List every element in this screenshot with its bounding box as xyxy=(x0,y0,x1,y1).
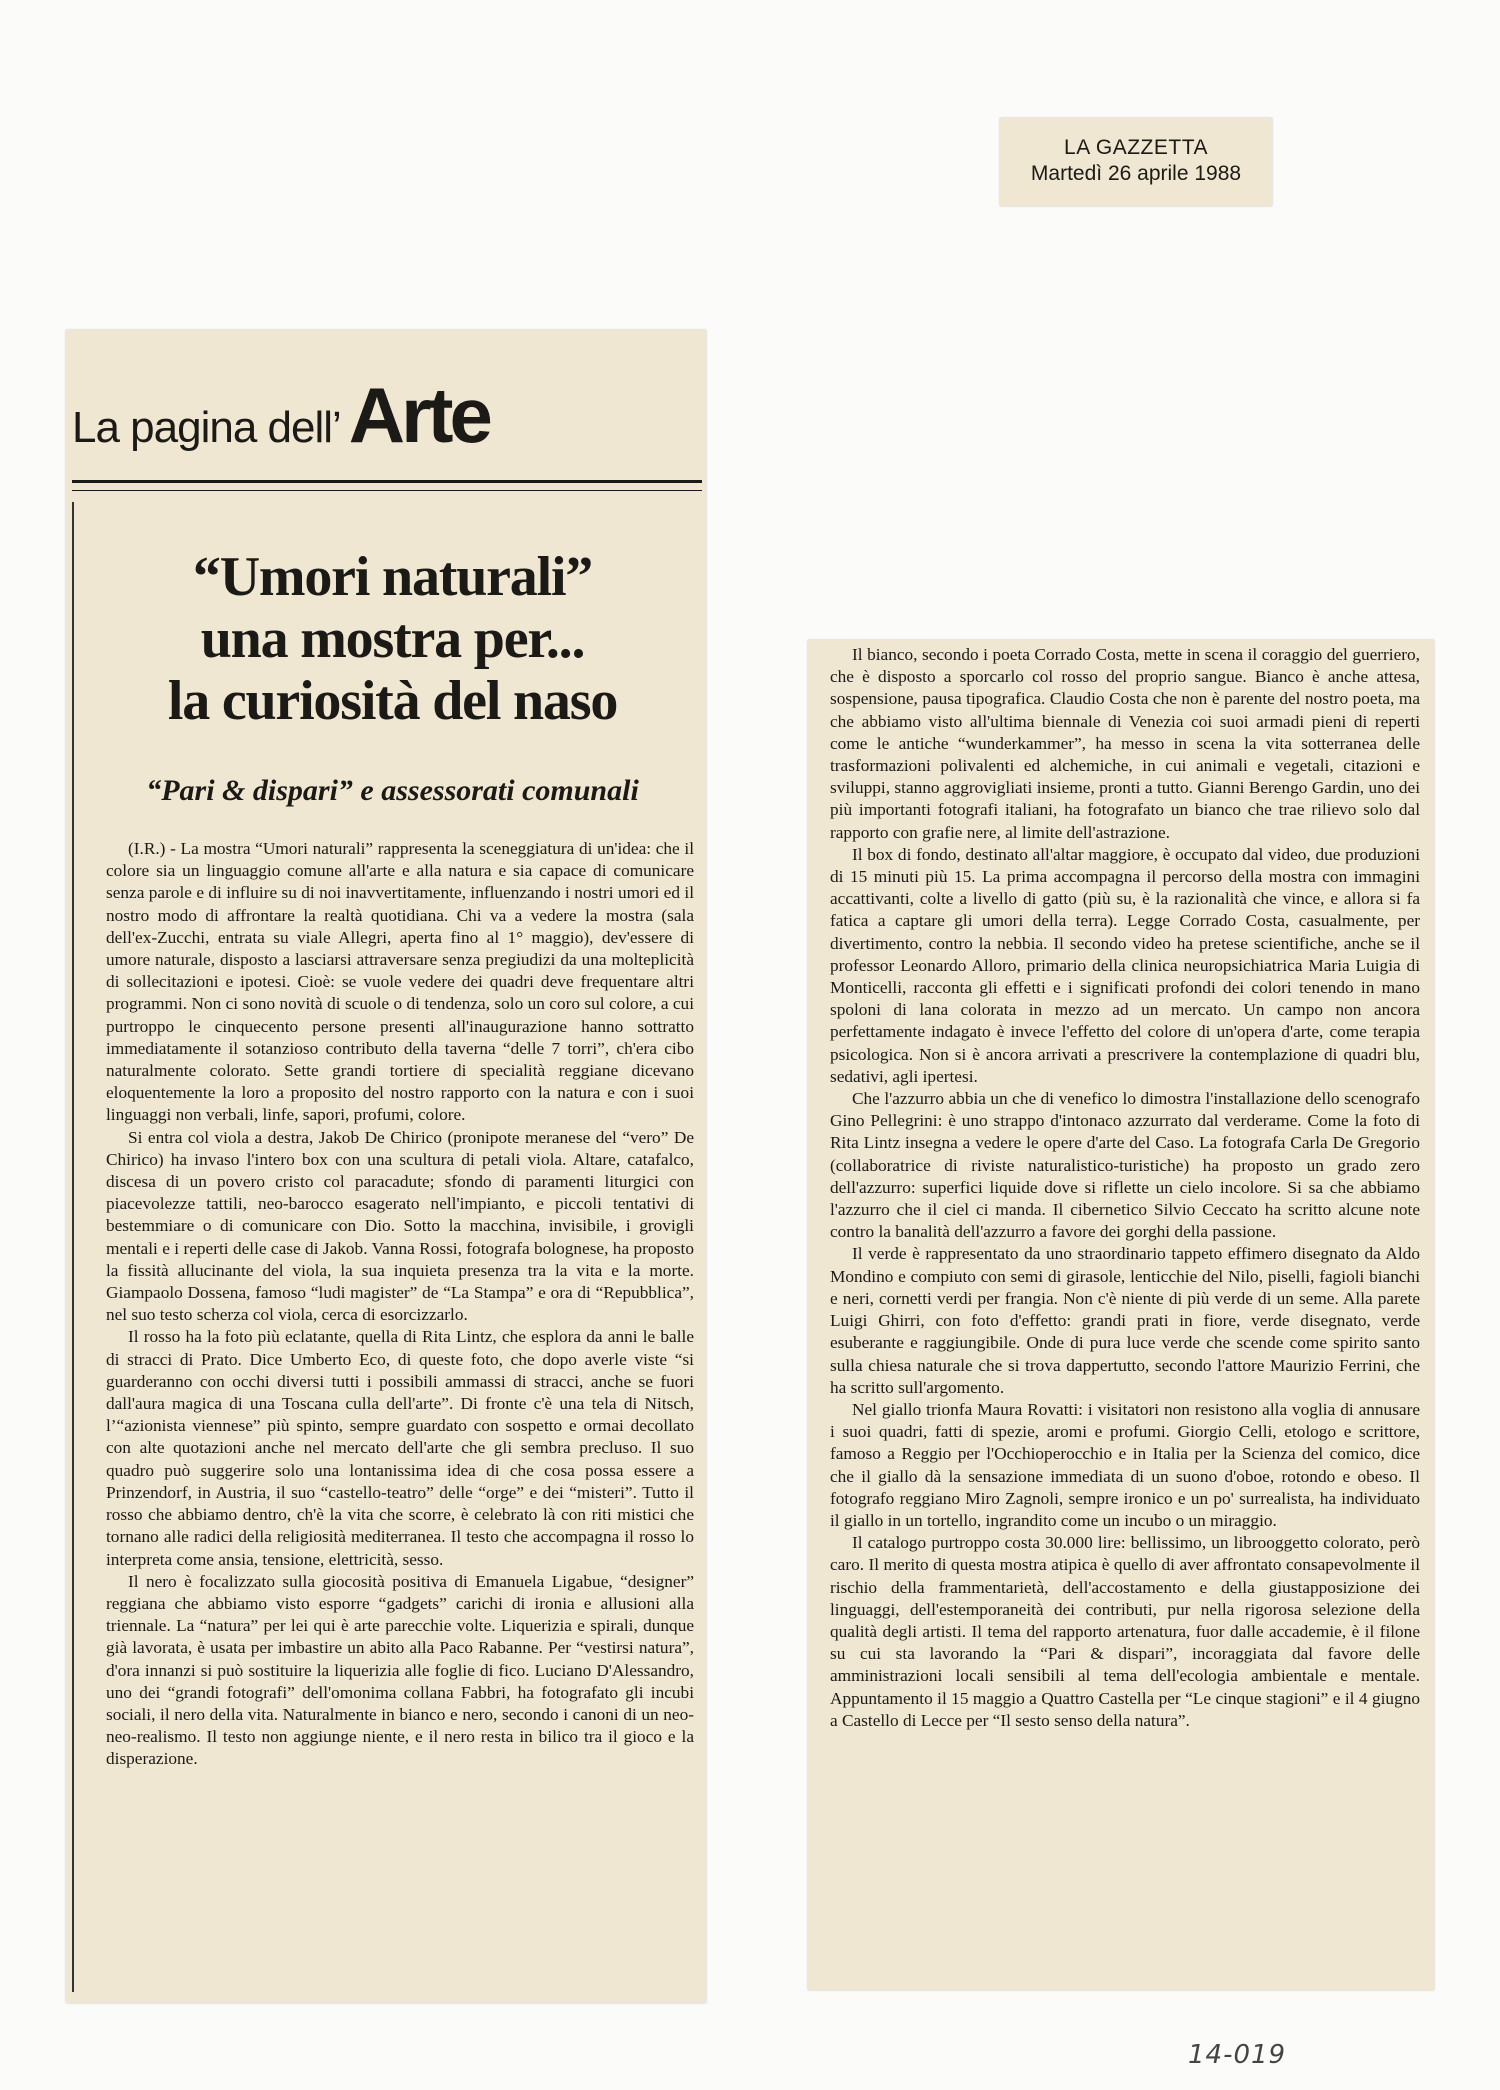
masthead-prefix: La pagina dell’ xyxy=(72,403,341,452)
left-column-clipping xyxy=(66,330,706,2003)
archive-handwritten-number: 14-019 xyxy=(1188,2040,1287,2070)
article-headline xyxy=(90,546,695,732)
masthead-section: Arte xyxy=(348,371,489,459)
paragraph: Il rosso ha la foto più eclatante, quella di Rita Lintz, che esplora da anni le balle di stracci di Prato. Dice Umberto Eco, di queste foto, che dopo averle viste “si guarderanno con occhi diversi tutti i possibili ammassi di stracci, anche se fuori dall'aura magica di una Toscana culla dell'arte”. Di fronte c'è una tela di Nitsch, l’“azionista viennese” più spinto, sempre guardato con sospetto e ormai decollato con alte quotazioni anche nel mercato dell'arte che gli sembra precluso. Il suo quadro può suggerire solo una lontanissima idea di che cosa possa essere a Prinzendorf, in Austria, il suo “castello-teatro” delle “orge” e dei “misteri”. Tutto il rosso che abbiamo dentro, ch'è la vita che scorre, è celebrato là con riti mistici che tornano alle radici della religiosità mediterranea. Il testo che accompagna il rosso lo interpreta come ansia, tensione, elettricità, sesso. xyxy=(106,1327,694,1569)
column-rule xyxy=(72,502,74,1992)
article-body-right xyxy=(830,644,1420,1732)
article-subheadline: “Pari & dispari” e assessorati comunali xyxy=(146,774,639,807)
newspaper-name: LA GAZZETTA xyxy=(1064,136,1208,159)
headline-line: una mostra per... xyxy=(200,608,585,670)
paragraph: Il bianco, secondo i poeta Corrado Costa, mette in scena il coraggio del guerriero, che è disposto a sporcarlo col rosso del proprio sangue. Bianco è anche attesa, sospensione, pausa tipografica. Claudio Costa che non è parente del nostro poeta, ma che abbiamo visto all'ultima biennale di Venezia coi suoi armadi pieni di reperti come le antiche “wunderkammer”, ha messo in scena la vita sotterranea delle trasformazioni polivalenti ed alchemiche, in cui animali e vegetali, citazioni e sviluppi, stanno aggrovigliati insieme, pronti a tutto. Gianni Berengo Gardin, uno dei più importanti fotografi italiani, ha fotografato un bianco che trae rilievo solo dal rapporto con grafie nere, al limite dell'astrazione. xyxy=(830,645,1420,842)
masthead-rule xyxy=(72,480,702,483)
paragraph: Il verde è rappresentato da uno straordinario tappeto effimero disegnato da Aldo Mondino e compiuto con semi di girasole, lenticchie del Nilo, piselli, fagioli bianchi e neri, cornetti verdi per frangia. Non c'è niente di più verde di un seme. Alla parete Luigi Ghirri, con foto d'effetto: grandi prati in fiore, verde disegnato, verde esuberante e raggiungibile. Onde di pura luce verde che scende come spirito santo sulla chiesa naturale che si trova dappertutto, secondo l'attore Maurizio Ferrini, che ha scritto sull'argomento. xyxy=(830,1244,1420,1397)
section-masthead xyxy=(72,370,702,459)
paragraph: Il nero è focalizzato sulla giocosità positiva di Emanuela Ligabue, “designer” reggiana che abbiamo visto esporre “gadgets” carichi di ironia e allusioni alla triennale. La “natura” per lei qui è arte parecchie volte. Liquerizia e spirali, dunque già lavorata, è usata per imbastire un abito alla Paco Rabanne. Per “vestirsi natura”, d'ora innanzi si può sostituire la liquerizia alle foglie di fico. Luciano D'Alessandro, uno dei “grandi fotografi” dell'omonima collana Fabbri, ha fotografato gli incubi sociali, il nero della vita. Naturalmente in bianco e nero, secondo i canoni di un neo-neo-realismo. Il testo non aggiunge niente, e il nero resta in bilico tra il gioco e la disperazione. xyxy=(106,1571,694,1769)
paragraph: Il box di fondo, destinato all'altar maggiore, è occupato dal video, due produzioni di 15 minuti più 15. La prima accompagna il percorso della mostra con immagini accattivanti, colte a livello di gatto (più su, è la razionalità che vince, e allora si fa fatica a captare gli umori della terra). Legge Corrado Costa, casualmente, per divertimento, contro la nebbia. Il secondo video ha pretese scientifiche, anche se il professor Leonardo Alloro, primario della clinica neuropsichiatrica Maria Luigia di Monticelli, racconta gli effetti e i significati profondi dei colori tenendo in mano spoloni di lana colorata in mezzo ad un mercato. Un campo non ancora perfettamente indagato è invece l'effetto del colore di un'opera d'arte, come terapia psicologica. Non si è ancora arrivati a prescrivere la contemplazione di quadri blu, sedativi, agli ipertesi. xyxy=(830,844,1420,1086)
paragraph: Il catalogo purtroppo costa 30.000 lire: bellissimo, un librooggetto colorato, però caro. Il merito di questa mostra atipica è quello di aver affrontato consapevolmente il rischio della frammentarietà, dell'accostamento e della giustapposizione dei linguaggi, dell'estemporaneità dei contributi, pur nella rigorosa selezione della qualità degli artisti. Il tema del rapporto artenatura, fuor dalle accademie, è il filone su cui sta lavorando la “Pari & dispari”, incoraggiata dal favore delle amministrazioni locali sensibili al tema dell'ecologia ambientale e mentale. Appuntamento il 15 maggio a Quattro Castella per “Le cinque stagioni” e il 4 giugno a Castello di Lecce per “Il sesto senso della natura”. xyxy=(830,1533,1420,1730)
headline-line: la curiosità del naso xyxy=(167,670,618,732)
paragraph: Si entra col viola a destra, Jakob De Chirico (pronipote meranese del “vero” De Chirico) ha invaso l'intero box con una scultura di petali viola. Altare, catafalco, discesa di un povero cristo col paracadute; sfondo di paramenti liturgici con piacevolezze tattili, neo-barocco esagerato nell'impianto, e piccoli tentativi di bestemmiare o di comunicare con Dio. Sotto la macchina, invisibile, i grovigli mentali e i reperti delle case di Jakob. Vanna Rossi, fotografa bolognese, ha proposto la fissità allucinante del viola, la sua inquieta presenza tra la vita e la morte. Giampaolo Dossena, famoso “ludi magister” de “La Stampa” e ora di “Repubblica”, nel suo testo scherza col viola, cerca di esorcizzarlo. xyxy=(106,1127,694,1325)
headline-line: “Umori naturali” xyxy=(192,546,593,608)
masthead-rule-thin xyxy=(72,490,702,491)
paragraph: Nel giallo trionfa Maura Rovatti: i visitatori non resistono alla voglia di annusare i suoi quadri, fatti di spezie, aromi e profumi. Giorgio Celli, etologo e scrittore, famoso a Reggio per l'Occhioperocchio e in Italia per la Scienza del comico, dice che il giallo dà la sensazione immediata di un suono d'oboe, rotondo e obeso. Il fotografo reggiano Miro Zagnoli, sempre ironico e un po' surrealista, ha individuato il giallo in un tortello, ingrandito come un incubo o un miraggio. xyxy=(830,1399,1420,1530)
source-label-clipping xyxy=(1000,118,1272,206)
article-body-left xyxy=(106,838,694,1771)
paragraph: Che l'azzurro abbia un che di venefico lo dimostra l'installazione dello scenografo Gino Pellegrini: è uno strappo d'intonaco azzurrato dal verderame. Come la foto di Rita Lintz insegna a vedere le opere d'arte del Caso. La fotografa Carla De Gregorio (collaboratrice di riviste naturalistico-turistiche) ha proposto un grado zero dell'azzurro: superfici liquide dove si riflette un cielo incolore. Si sa che abbiamo l'azzurro che il ciel ci manda. Il cibernetico Silvio Ceccato ha scritto alcune note contro la banalità dell'azzurro a favore dei gorghi della passione. xyxy=(830,1089,1420,1242)
paragraph: (I.R.) - La mostra “Umori naturali” rappresenta la sceneggiatura di un'idea: che il colore sia un linguaggio comune all'arte e alla natura e sia capace di comunicare senza parole e di influire su di noi inavvertitamente, influenzando i nostri umori ed il nostro modo di affrontare la realtà quotidiana. Chi va a vedere la mostra (sala dell'ex-Zucchi, entrata su viale Allegri, aperta fino al 1° maggio), dev'essere di umore naturale, disposto a lasciarsi attraversare senza pregiudizi da una molteplicità di sollecitazioni e ipotesi. Cioè: se vuole vedere dei quadri deve frequentare altri programmi. Non ci sono novità di scuole o di tendenza, solo un coro sul colore, a cui purtroppo le cinquecento persone presenti all'inaugurazione hanno sottratto immediatamente il sotanzioso contributo della taverna “delle 7 torri”, ch'era cibo naturalmente colorato. Sette grandi tortiere di specialità reggiane dicevano eloquentemente la loro a proposito del nostro rapporto con la natura e con i suoi linguaggi non verbali, linfe, sapori, profumi, colore. xyxy=(106,839,694,1125)
right-column-clipping xyxy=(808,640,1434,1990)
publication-date: Martedì 26 aprile 1988 xyxy=(1030,162,1242,185)
